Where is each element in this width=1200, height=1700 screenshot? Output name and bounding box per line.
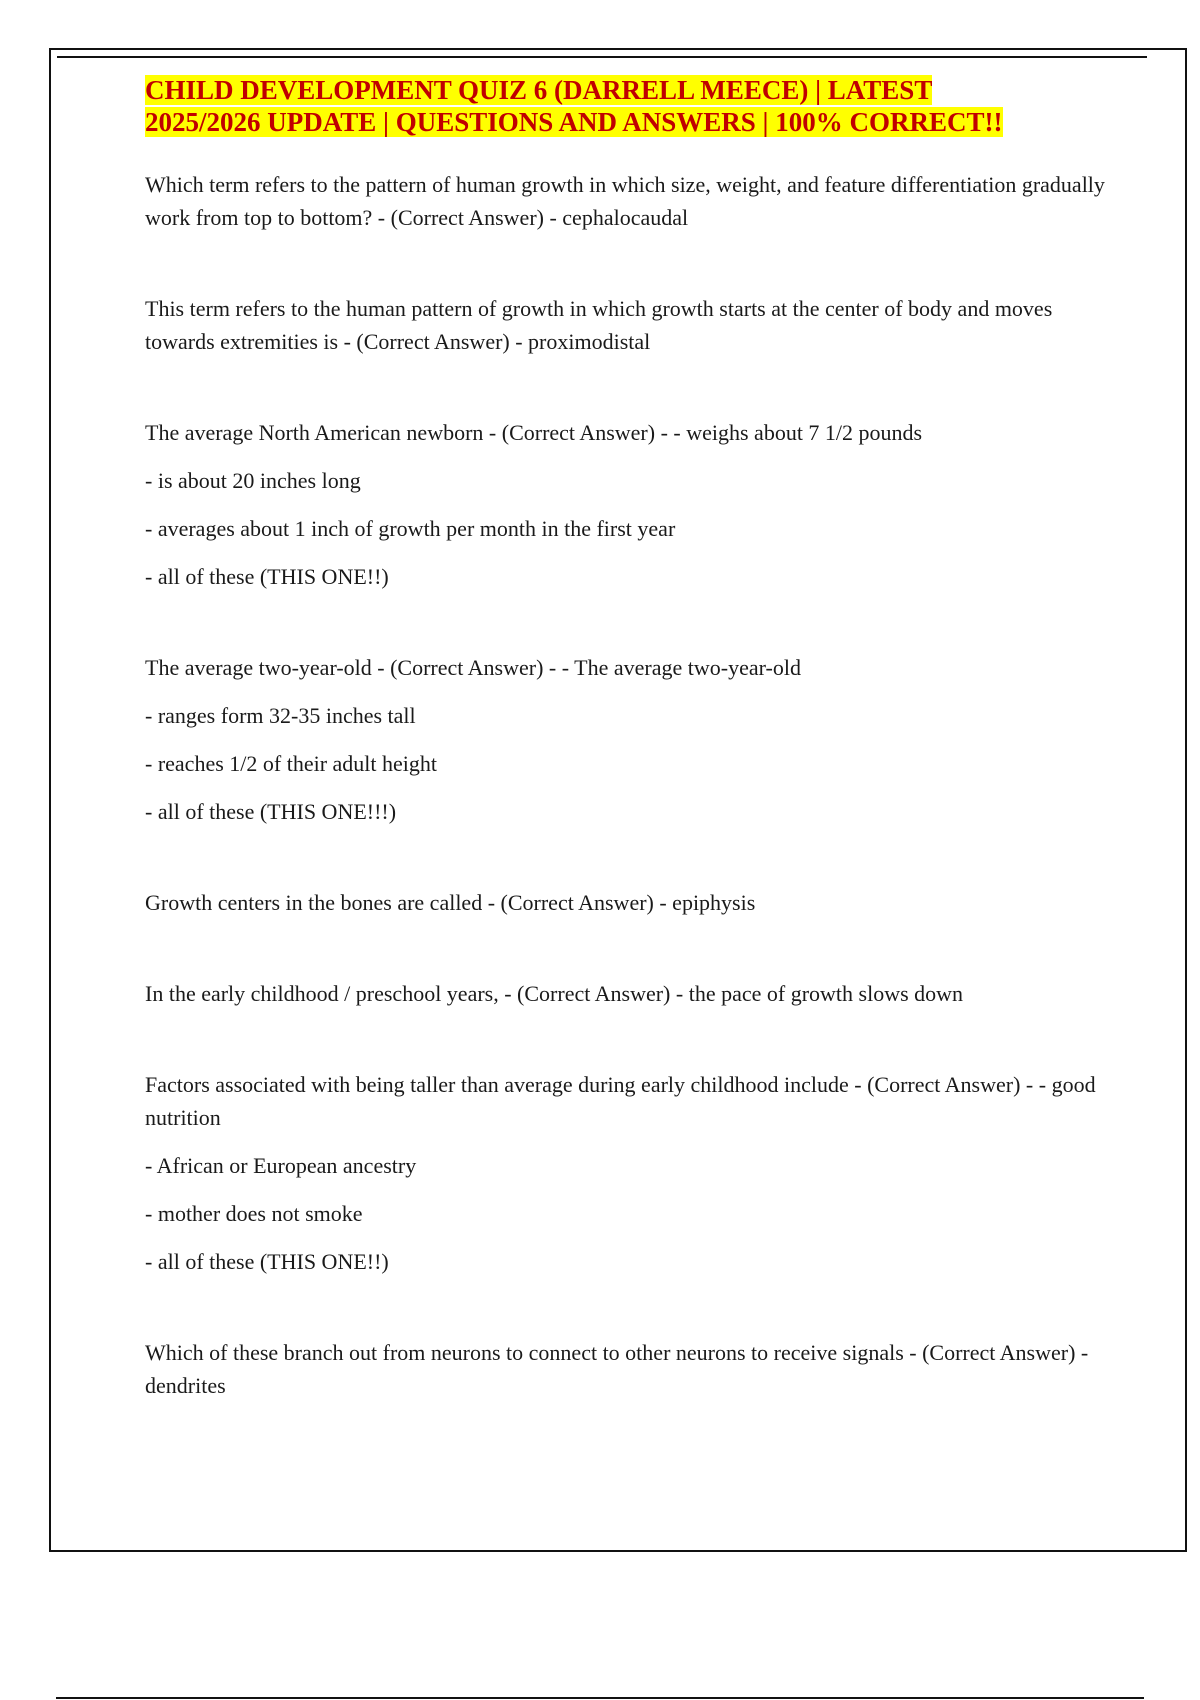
qa-item: [145, 416, 1105, 593]
answer-option: - all of these (THIS ONE!!!): [145, 799, 397, 824]
answer-option: - averages about 1 inch of growth per month in the first year: [145, 516, 676, 541]
qa-item: [145, 1336, 1105, 1402]
document-title: [145, 74, 1105, 138]
answer-option: - ranges form 32-35 inches tall: [145, 703, 416, 728]
qa-item: [145, 977, 1105, 1010]
question-text: The average two-year-old - (Correct Answer) - - The average two-year-old: [145, 655, 801, 680]
question-text: Which term refers to the pattern of human growth in which size, weight, and feature differentiation gradually work from top to bottom? - (Correct Answer) - cephalocaudal: [145, 172, 1105, 230]
answer-option: - mother does not smoke: [145, 1201, 363, 1226]
question-text: In the early childhood / preschool years, - (Correct Answer) - the pace of growth slows down: [145, 981, 964, 1006]
qa-item: [145, 292, 1105, 358]
qa-item: [145, 1068, 1105, 1278]
answer-option: - African or European ancestry: [145, 1153, 417, 1178]
qa-item: [145, 651, 1105, 828]
answer-option: - all of these (THIS ONE!!): [145, 1249, 389, 1274]
question-text: Which of these branch out from neurons to connect to other neurons to receive signals - (Correct Answer) - dendrites: [145, 1340, 1089, 1398]
bottom-rule: [56, 1697, 1144, 1699]
answer-option: - is about 20 inches long: [145, 468, 361, 493]
answer-option: - all of these (THIS ONE!!): [145, 564, 389, 589]
document-content: [145, 74, 1105, 1460]
title-line-1: CHILD DEVELOPMENT QUIZ 6 (DARRELL MEECE) | LATEST: [145, 75, 933, 105]
question-text: This term refers to the human pattern of growth in which growth starts at the center of body and moves towards extremities is - (Correct Answer) - proximodistal: [145, 296, 1053, 354]
top-rule: [57, 56, 1147, 58]
qa-item: [145, 886, 1105, 919]
title-line-2: 2025/2026 UPDATE | QUESTIONS AND ANSWERS | 100% CORRECT!!: [145, 107, 1003, 137]
question-text: Growth centers in the bones are called - (Correct Answer) - epiphysis: [145, 890, 756, 915]
answer-option: - reaches 1/2 of their adult height: [145, 751, 438, 776]
qa-item: [145, 168, 1105, 234]
question-text: The average North American newborn - (Correct Answer) - - weighs about 7 1/2 pounds: [145, 420, 923, 445]
question-text: Factors associated with being taller than average during early childhood include - (Correct Answer) - - good nutrition: [145, 1072, 1096, 1130]
